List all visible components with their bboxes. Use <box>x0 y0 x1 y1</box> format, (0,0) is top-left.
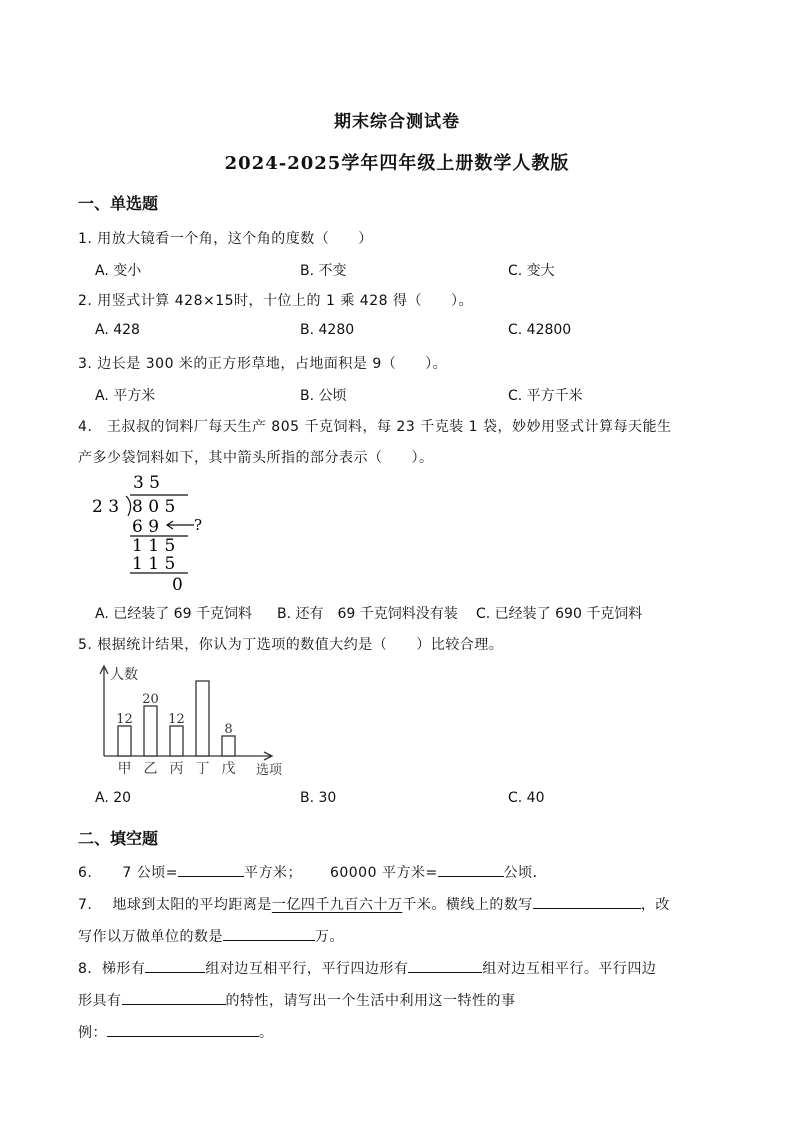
category-label-丙: 丙 <box>169 761 184 777</box>
bar-value-label-甲: 12 <box>116 712 133 727</box>
division-dividend: 8 0 5 <box>132 497 176 517</box>
question-7-line-1 <box>78 894 670 914</box>
q7-text-line2b: 万。 <box>315 929 344 945</box>
bar-value-label-戊: 8 <box>224 722 233 737</box>
q4-option-a[interactable]: A. 已经装了 69 千克饲料 <box>95 606 252 622</box>
bar-丙 <box>170 726 183 756</box>
y-axis-label: 人数 <box>110 667 138 683</box>
division-divisor: 2 3 <box>92 497 120 517</box>
question-7-line-2 <box>78 926 344 946</box>
q8-blank-1[interactable] <box>145 958 205 973</box>
q3-option-b[interactable]: B. 公顷 <box>300 388 347 404</box>
bar-value-label-丙: 12 <box>168 712 185 727</box>
q5-option-a[interactable]: A. 20 <box>95 790 132 806</box>
q6-blank-1[interactable] <box>178 862 244 877</box>
bar-戊 <box>222 736 235 756</box>
q8-text-2a: 形具有 <box>78 993 122 1009</box>
division-step-3: 1 1 5 <box>132 554 176 574</box>
page-subtitle: 2024-2025学年四年级上册数学人教版 <box>224 153 570 174</box>
section-heading-single-choice: 一、单选题 <box>78 194 159 213</box>
q8-text-1b: 组对边互相平行，平行四边形有 <box>205 961 409 977</box>
bar-丁 <box>196 681 209 756</box>
question-5: 5. 根据统计结果，你认为丁选项的数值大约是（ ）比较合理。 <box>78 637 504 653</box>
q7-text-end: ，改 <box>640 897 670 913</box>
q1-option-b[interactable]: B. 不变 <box>300 263 347 279</box>
q8-text-3b: 。 <box>259 1025 274 1041</box>
q8-text-2b: 的特性，请写出一个生活中利用这一特性的事 <box>225 993 516 1009</box>
question-1: 1. 用放大镜看一个角，这个角的度数（ ） <box>78 231 373 247</box>
q8-text-1c: 组对边互相平行。平行四边 <box>482 961 657 977</box>
q4-option-b[interactable]: B. 还有 69 千克饲料没有装 <box>277 606 458 622</box>
q6-text-3: 60000 平方米= <box>329 865 438 881</box>
division-question-mark: ? <box>194 516 203 534</box>
category-label-丁: 丁 <box>195 761 210 777</box>
page-title: 期末综合测试卷 <box>334 112 460 132</box>
division-step-2: 1 1 5 <box>132 536 176 556</box>
q8-blank-2[interactable] <box>408 958 482 973</box>
q7-blank-1[interactable] <box>533 894 641 909</box>
long-division-figure <box>90 470 220 595</box>
q7-blank-2[interactable] <box>223 926 315 941</box>
bar-甲 <box>118 726 131 756</box>
q2-option-c[interactable]: C. 42800 <box>508 322 572 338</box>
q8-blank-3[interactable] <box>122 990 226 1005</box>
q7-underlined-number: 一亿四千九百六十万 <box>271 897 403 913</box>
question-3: 3. 边长是 300 米的正方形草地，占地面积是 9（ ）。 <box>78 356 448 372</box>
division-quotient: 3 5 <box>132 473 160 493</box>
question-8-line-2 <box>78 990 516 1010</box>
section-heading-fill-blank: 二、填空题 <box>78 829 159 848</box>
q5-option-c[interactable]: C. 40 <box>508 790 545 806</box>
q6-text-1: 7 公顷= <box>122 865 178 881</box>
q8-blank-4[interactable] <box>107 1022 259 1037</box>
q8-text-3a: 例： <box>78 1025 107 1041</box>
division-step-1: 6 9 <box>132 517 160 537</box>
q6-text-4: 公顷． <box>503 865 548 881</box>
q6-text-2: 平方米； <box>243 865 302 881</box>
q7-text-post: 千米。横线上的数写 <box>402 897 533 913</box>
category-label-戊: 戊 <box>221 761 236 777</box>
q7-number: 7. <box>78 897 93 913</box>
q6-number: 6. <box>78 865 93 881</box>
q8-text-1a: 8．梯形有 <box>78 961 146 977</box>
question-6 <box>78 862 547 882</box>
bar-value-label-乙: 20 <box>142 692 159 707</box>
q1-option-c[interactable]: C. 变大 <box>508 263 555 279</box>
bar-乙 <box>144 706 157 756</box>
question-4-line-2: 产多少袋饲料如下，其中箭头所指的部分表示（ ）。 <box>78 450 434 466</box>
q3-option-a[interactable]: A. 平方米 <box>95 388 156 404</box>
q5-option-b[interactable]: B. 30 <box>300 790 337 806</box>
question-8-line-1 <box>78 958 656 978</box>
bar-chart <box>92 660 292 780</box>
x-axis-label: 选项 <box>256 763 283 778</box>
q7-text-pre: 地球到太阳的平均距离是 <box>112 897 272 913</box>
category-label-甲: 甲 <box>117 761 132 777</box>
q1-option-a[interactable]: A. 变小 <box>95 263 142 279</box>
q2-option-a[interactable]: A. 428 <box>95 322 140 338</box>
q7-text-line2a: 写作以万做单位的数是 <box>78 929 223 945</box>
q2-option-b[interactable]: B. 4280 <box>300 322 355 338</box>
division-remainder: 0 <box>172 575 183 595</box>
question-8-line-3 <box>78 1022 274 1042</box>
q3-option-c[interactable]: C. 平方千米 <box>508 388 583 404</box>
question-4-line-1: 4. 王叔叔的饲料厂每天生产 805 千克饲料，每 23 千克装 1 袋，妙妙用竖式计算每天能生 <box>78 419 672 435</box>
question-2: 2. 用竖式计算 428×15时，十位上的 1 乘 428 得（ ）。 <box>78 293 473 309</box>
category-label-乙: 乙 <box>143 761 158 777</box>
q6-blank-2[interactable] <box>438 862 504 877</box>
q4-option-c[interactable]: C. 已经装了 690 千克饲料 <box>476 606 643 622</box>
